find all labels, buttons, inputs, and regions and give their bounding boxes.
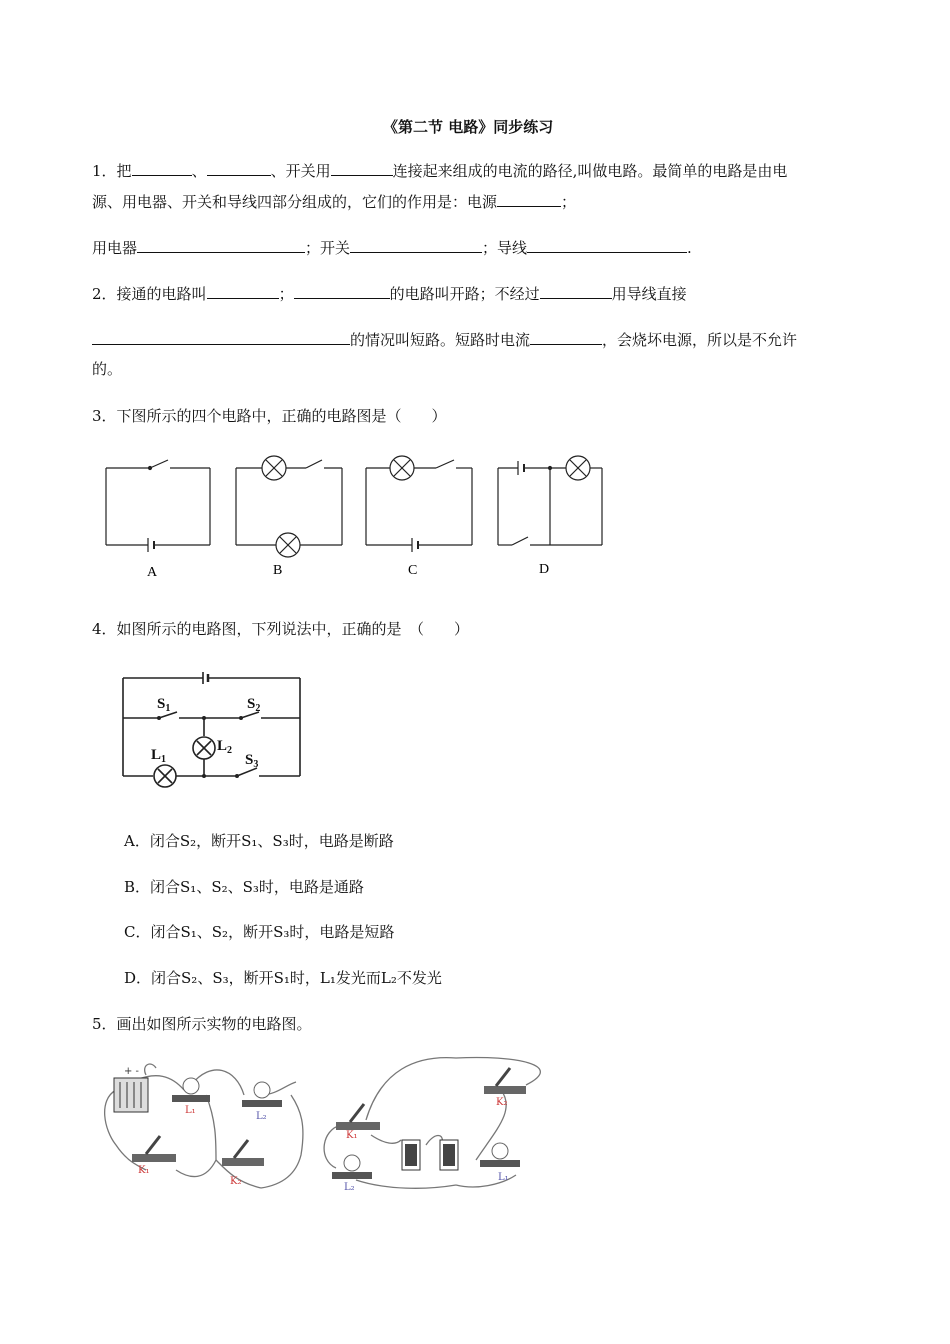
question-1-line-3 xyxy=(92,237,692,258)
question-1-line-1 xyxy=(92,160,787,181)
q4-option-b-letter: B． xyxy=(124,878,151,896)
label-d: D xyxy=(539,562,550,577)
circuit-a xyxy=(106,460,210,552)
question-2-line-1 xyxy=(92,283,687,304)
q1-sep-2: 、开关用 xyxy=(270,162,331,180)
question-4-text: 4．如图所示的电路图，下列说法中，正确的是 （ ） xyxy=(92,620,470,638)
switch-k2-left xyxy=(222,1140,264,1166)
q1-text-g: ；导线 xyxy=(482,239,528,257)
q4-option-a[interactable] xyxy=(124,830,394,851)
label-right-k1: K₁ xyxy=(346,1130,358,1141)
label-c: C xyxy=(408,563,418,578)
battery-label: + - xyxy=(124,1066,139,1077)
q2-blank-2[interactable] xyxy=(294,284,390,299)
q4-option-b-text: 闭合S₁、S₂、S₃时，电路是通路 xyxy=(150,878,364,896)
switch-k1-left xyxy=(132,1136,176,1162)
label-left-l1: L₁ xyxy=(185,1105,196,1116)
q1-blank-2[interactable] xyxy=(207,161,271,176)
label-l1: $L_1$ xyxy=(151,747,167,765)
q4-option-d-text: 闭合S₂、S₃，断开S₁时，L₁发光而L₂不发光 xyxy=(151,969,442,987)
q5-physical-circuit-figure xyxy=(96,1050,566,1200)
question-5-text: 5．画出如图所示实物的电路图。 xyxy=(92,1015,312,1033)
lamp-l2-right xyxy=(332,1155,372,1179)
q1-text-d: ； xyxy=(561,193,577,211)
label-right-l1: L₁ xyxy=(498,1172,509,1183)
q4-option-c-letter: C． xyxy=(124,923,151,941)
label-b: B xyxy=(273,563,283,578)
q1-blank-1[interactable] xyxy=(132,161,192,176)
q1-blank-7[interactable] xyxy=(527,238,687,253)
circuit-d xyxy=(498,456,602,545)
label-l2: $L_2$ xyxy=(217,738,233,756)
q1-blank-5[interactable] xyxy=(137,238,305,253)
battery xyxy=(114,1078,148,1112)
q4-option-a-text: 闭合S₂，断开S₁、S₃时，电路是断路 xyxy=(149,832,394,850)
switch-k1-right xyxy=(336,1104,380,1130)
q1-blank-6[interactable] xyxy=(350,238,482,253)
label-left-l2: L₂ xyxy=(256,1111,267,1122)
label-left-k2: K₂ xyxy=(230,1176,242,1187)
q2-text-c: 的电路叫开路；不经过 xyxy=(389,285,540,303)
switch-k2-right xyxy=(484,1068,526,1094)
label-right-k2: K₂ xyxy=(496,1097,508,1108)
q4-option-d[interactable] xyxy=(124,967,442,988)
q2-text-f: ，会烧坏电源，所以是不允许 xyxy=(602,331,798,349)
q1-text-b: 连接起来组成的电流的路径,叫做电路。最简单的电路是由电 xyxy=(392,162,788,180)
q4-option-a-letter: A． xyxy=(124,832,150,850)
q1-text-c: 源、用电器、开关和导线四部分组成的，它们的作用是：电源 xyxy=(92,193,498,211)
q4-option-d-letter: D． xyxy=(124,969,152,987)
question-1-line-2 xyxy=(92,191,576,212)
label-right-l2: L₂ xyxy=(344,1182,355,1193)
q3-circuit-figure xyxy=(98,450,618,585)
q4-option-c-text: 闭合S₁、S₂，断开S₃时，电路是短路 xyxy=(150,923,395,941)
label-s3: $S_3$ xyxy=(245,752,259,770)
question-3-text: 3．下图所示的四个电路中，正确的电路图是（ ） xyxy=(92,407,447,425)
q2-blank-5[interactable] xyxy=(530,330,602,345)
circuit-b xyxy=(236,456,342,557)
q2-text-d: 用导线直接 xyxy=(611,285,687,303)
q2-text-e: 的情况叫短路。短路时电流 xyxy=(350,331,531,349)
lamp-l1-left xyxy=(172,1078,210,1102)
label-s1: $S_1$ xyxy=(157,696,171,714)
lamp-l2-left xyxy=(242,1082,282,1107)
label-left-k1: K₁ xyxy=(138,1165,150,1176)
q2-text-g: 的。 xyxy=(92,360,123,378)
q1-blank-3[interactable] xyxy=(331,161,393,176)
q1-number: 1． xyxy=(92,162,117,180)
label-s2: $S_2$ xyxy=(247,696,261,714)
q1-text-h: . xyxy=(687,239,692,257)
q4-option-b[interactable] xyxy=(124,876,364,897)
label-a: A xyxy=(147,565,158,580)
circuit-c xyxy=(366,456,472,552)
q1-text-a: 把 xyxy=(116,162,132,180)
q2-text-b: ； xyxy=(278,285,294,303)
q1-text-e: 用电器 xyxy=(92,239,138,257)
q2-number: 2． xyxy=(92,285,117,303)
q4-circuit-figure xyxy=(115,668,310,793)
q1-text-f: ；开关 xyxy=(305,239,351,257)
battery-cells-right xyxy=(402,1140,458,1170)
q2-blank-3[interactable] xyxy=(540,284,612,299)
q4-option-c[interactable] xyxy=(124,921,394,942)
page-title: 《第二节 电路》同步练习 xyxy=(383,118,554,136)
q1-blank-4[interactable] xyxy=(497,192,561,207)
q2-text-a: 接通的电路叫 xyxy=(116,285,207,303)
q2-blank-4[interactable] xyxy=(92,330,350,345)
q2-blank-1[interactable] xyxy=(207,284,279,299)
question-2-line-2 xyxy=(92,329,797,350)
q1-sep-1: 、 xyxy=(191,162,207,180)
